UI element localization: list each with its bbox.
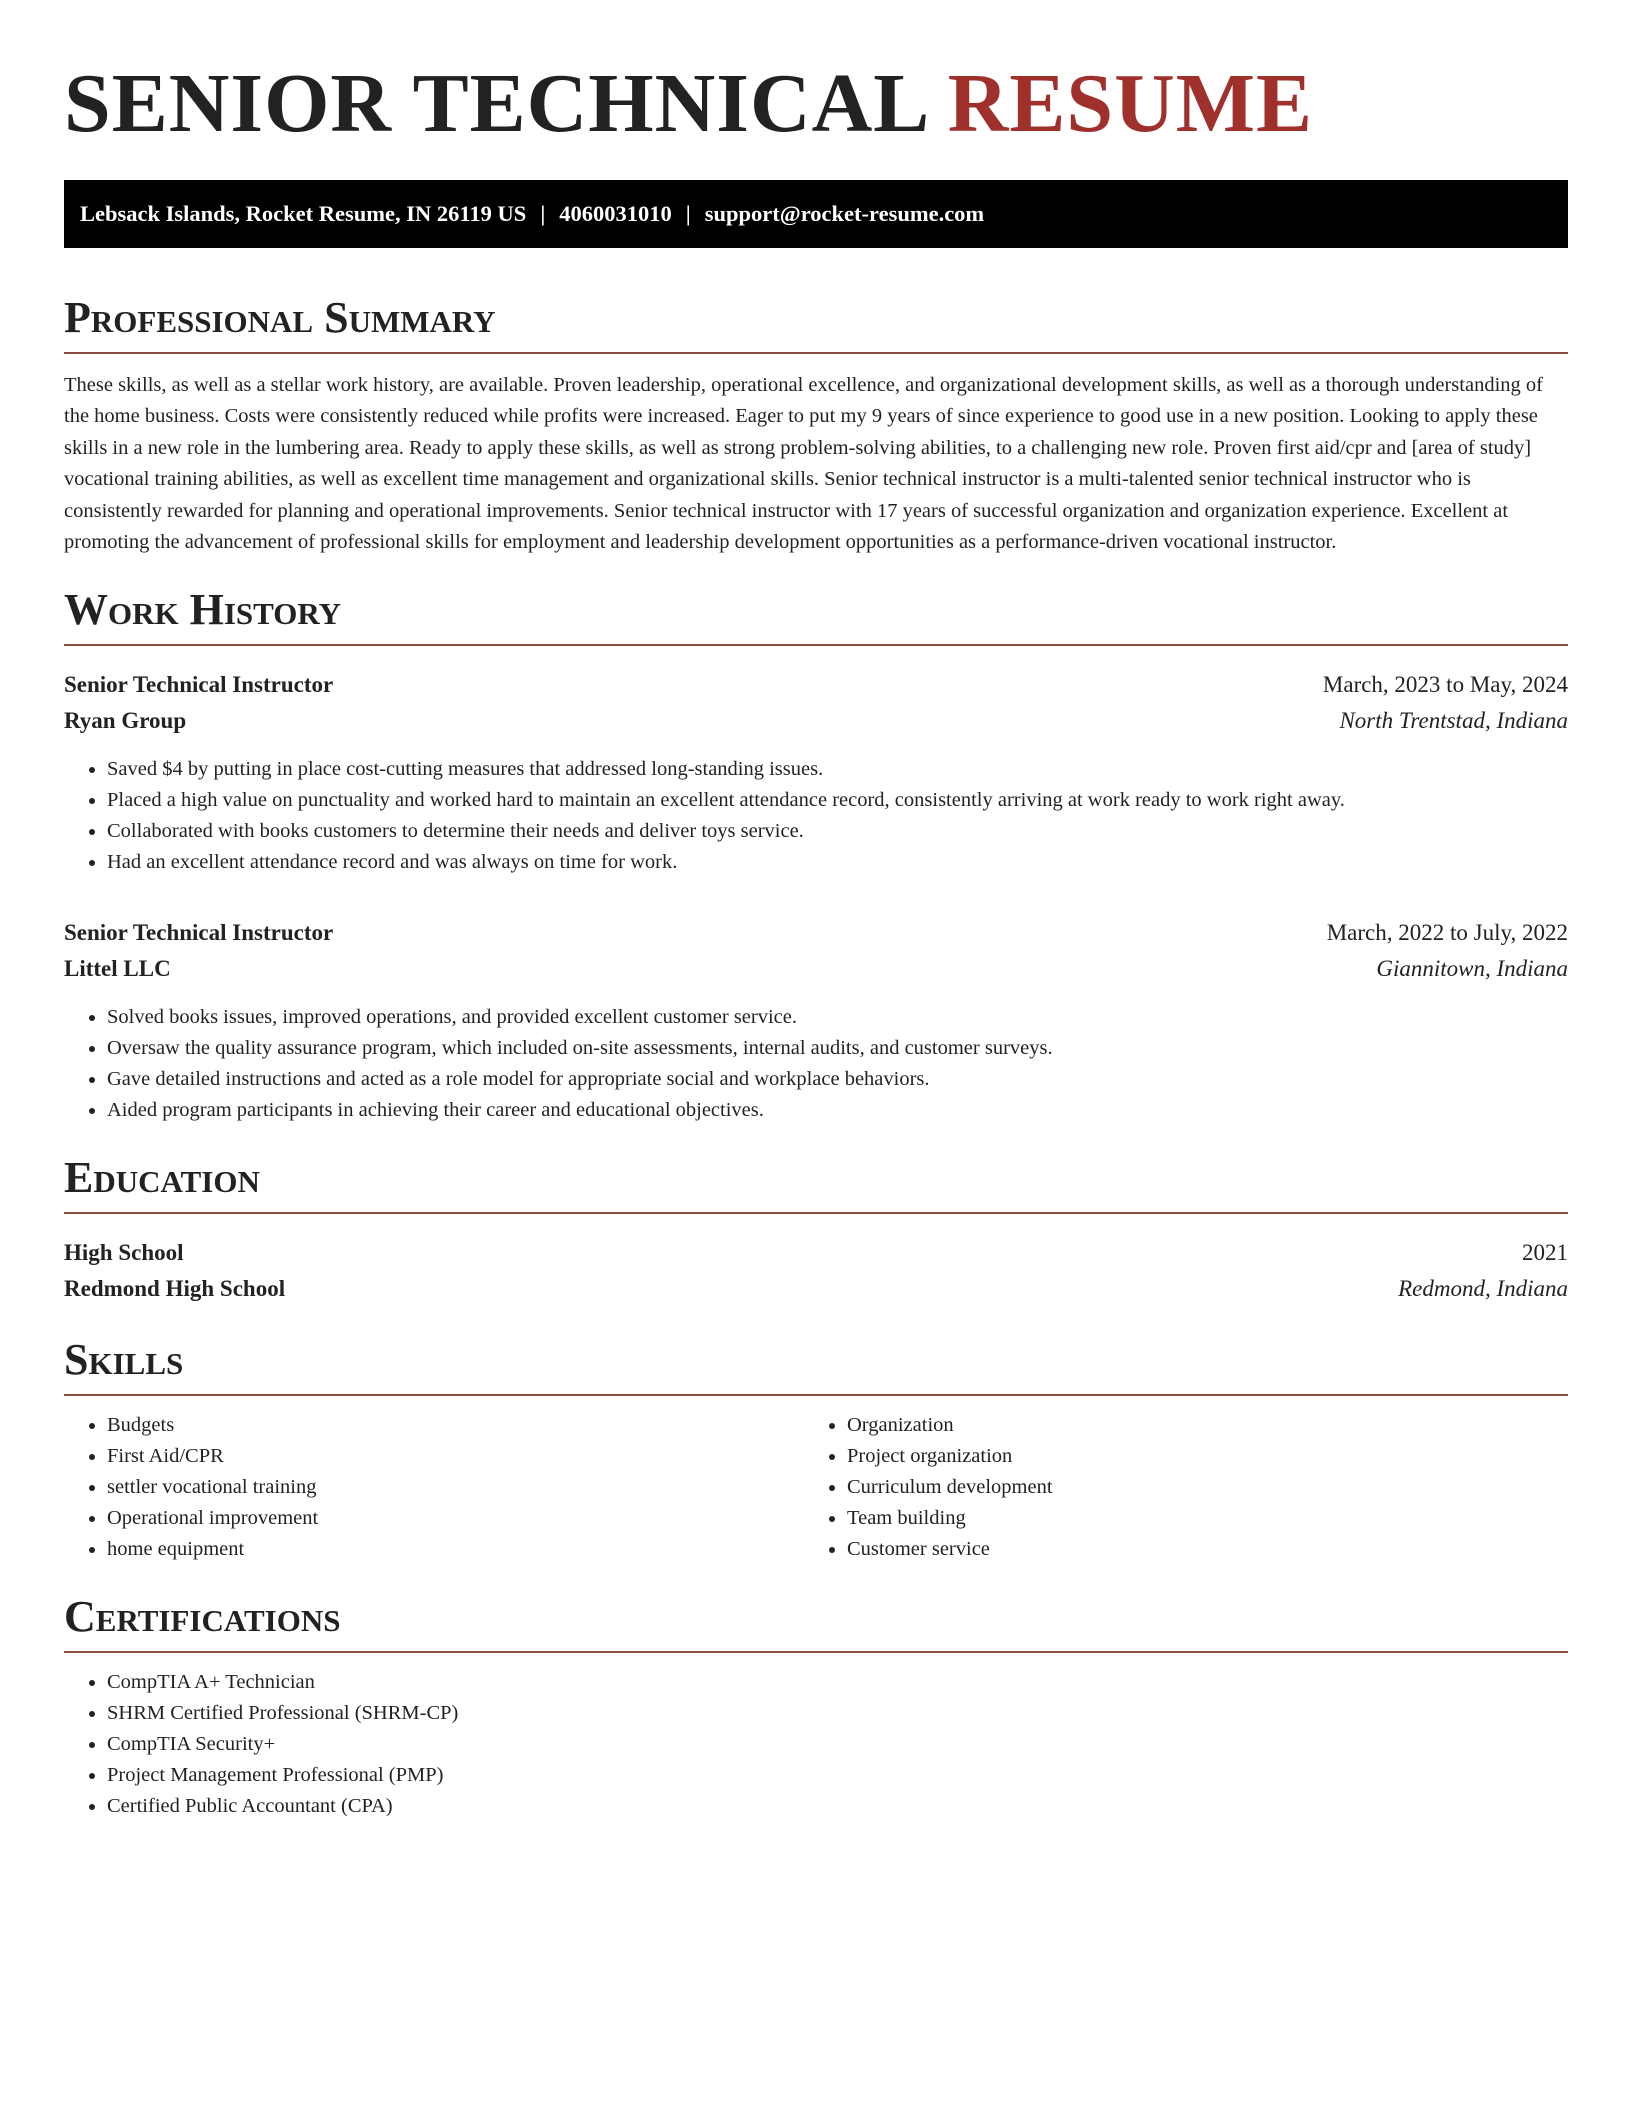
skill-item: • Budgets bbox=[107, 1410, 804, 1441]
job-dates: March, 2023 to May, 2024 bbox=[1322, 672, 1568, 698]
skills-heading: Skills bbox=[64, 1334, 1568, 1396]
certifications-section bbox=[64, 1591, 1568, 1822]
skill-item: • Project organization bbox=[847, 1441, 1544, 1472]
education-year: 2021 bbox=[1522, 1240, 1568, 1266]
certifications-list bbox=[64, 1667, 1568, 1822]
job-entry bbox=[64, 916, 1568, 1126]
education-school: Redmond High School bbox=[64, 1276, 286, 1302]
skills-columns bbox=[64, 1410, 1568, 1565]
job-bullet: • Collaborated with books customers to determine their needs and deliver toys service. bbox=[107, 816, 1568, 847]
job-bullets bbox=[64, 1002, 1568, 1126]
job-bullet: • Saved $4 by putting in place cost-cutting measures that addressed long-standing issues. bbox=[107, 754, 1568, 785]
resume-page bbox=[64, 0, 1568, 1822]
education-section bbox=[64, 1152, 1568, 1308]
skill-item: • Curriculum development bbox=[847, 1472, 1544, 1503]
skill-item: • Operational improvement bbox=[107, 1503, 804, 1534]
skill-item: • settler vocational training bbox=[107, 1472, 804, 1503]
certification-item: • SHRM Certified Professional (SHRM-CP) bbox=[107, 1698, 1568, 1729]
job-bullet: • Solved books issues, improved operations, and provided excellent customer service. bbox=[107, 1002, 1568, 1033]
title-main: SENIOR TECHNICAL bbox=[64, 57, 926, 150]
education-heading: Education bbox=[64, 1152, 1568, 1214]
skill-item: • First Aid/CPR bbox=[107, 1441, 804, 1472]
job-bullet: • Oversaw the quality assurance program, which included on-site assessments, internal audits, and customer surveys. bbox=[107, 1033, 1568, 1064]
skills-section bbox=[64, 1334, 1568, 1565]
summary-text: These skills, as well as a stellar work history, are available. Proven leadership, operational excellence, and organizational development skills, as well as a thorough understanding of the home business. Costs were consistently reduced while profits were increased. Eager to put my 9 years of since experience to good use in a new position. Looking to apply these skills in a new role in the lumbering area. Ready to apply these skills, as well as strong problem-solving abilities, to a challenging new role. Proven first aid/cpr and [area of study] vocational training abilities, as well as excellent time management and organizational skills. Senior technical instructor is a multi-talented senior technical instructor who is consistently rewarded for planning and operational improvements. Senior technical instructor with 17 years of successful organization and organization experience. Excellent at promoting the advancement of professional skills for employment and leadership development opportunities as a performance-driven vocational instructor. bbox=[64, 374, 1543, 554]
job-bullets bbox=[64, 754, 1568, 878]
job-location: Giannitown, Indiana bbox=[1376, 956, 1568, 982]
certifications-heading: Certifications bbox=[64, 1591, 1568, 1653]
education-degree: High School bbox=[64, 1240, 184, 1266]
certification-item: • CompTIA A+ Technician bbox=[107, 1667, 1568, 1698]
job-dates: March, 2022 to July, 2022 bbox=[1326, 920, 1568, 946]
contact-separator: | bbox=[540, 201, 546, 226]
skills-list-right bbox=[804, 1410, 1544, 1565]
work-history-heading: Work History bbox=[64, 584, 1568, 646]
education-entry bbox=[64, 1236, 1568, 1308]
job-bullet: • Gave detailed instructions and acted as a role model for appropriate social and workplace behaviors. bbox=[107, 1064, 1568, 1095]
job-title: Senior Technical Instructor bbox=[64, 672, 334, 698]
skill-item: • Team building bbox=[847, 1503, 1544, 1534]
certification-item: • Project Management Professional (PMP) bbox=[107, 1760, 1568, 1791]
job-company: Ryan Group bbox=[64, 708, 187, 734]
skill-item: • home equipment bbox=[107, 1534, 804, 1565]
contact-phone: 4060031010 bbox=[559, 201, 672, 226]
skills-list-left bbox=[64, 1410, 804, 1565]
contact-email: support@rocket-resume.com bbox=[704, 201, 985, 226]
summary-section bbox=[64, 292, 1568, 558]
work-history-section bbox=[64, 584, 1568, 1126]
job-title: Senior Technical Instructor bbox=[64, 920, 334, 946]
job-company: Littel LLC bbox=[64, 956, 171, 982]
job-bullet: • Aided program participants in achieving their career and educational objectives. bbox=[107, 1095, 1568, 1126]
summary-heading: Professional Summary bbox=[64, 292, 1568, 354]
skill-item: • Customer service bbox=[847, 1534, 1544, 1565]
certification-item: • Certified Public Accountant (CPA) bbox=[107, 1791, 1568, 1822]
skill-item: • Organization bbox=[847, 1410, 1544, 1441]
job-bullet: • Had an excellent attendance record and was always on time for work. bbox=[107, 847, 1568, 878]
resume-title bbox=[64, 56, 1568, 152]
contact-bar bbox=[64, 180, 1568, 248]
title-accent: RESUME bbox=[947, 57, 1314, 150]
contact-address: Lebsack Islands, Rocket Resume, IN 26119 US bbox=[80, 201, 527, 226]
job-entry bbox=[64, 668, 1568, 878]
job-bullet: • Placed a high value on punctuality and worked hard to maintain an excellent attendance record, consistently arriving at work ready to work right away. bbox=[107, 785, 1568, 816]
education-location: Redmond, Indiana bbox=[1398, 1276, 1568, 1302]
certification-item: • CompTIA Security+ bbox=[107, 1729, 1568, 1760]
contact-separator: | bbox=[685, 201, 691, 226]
job-location: North Trentstad, Indiana bbox=[1339, 708, 1568, 734]
